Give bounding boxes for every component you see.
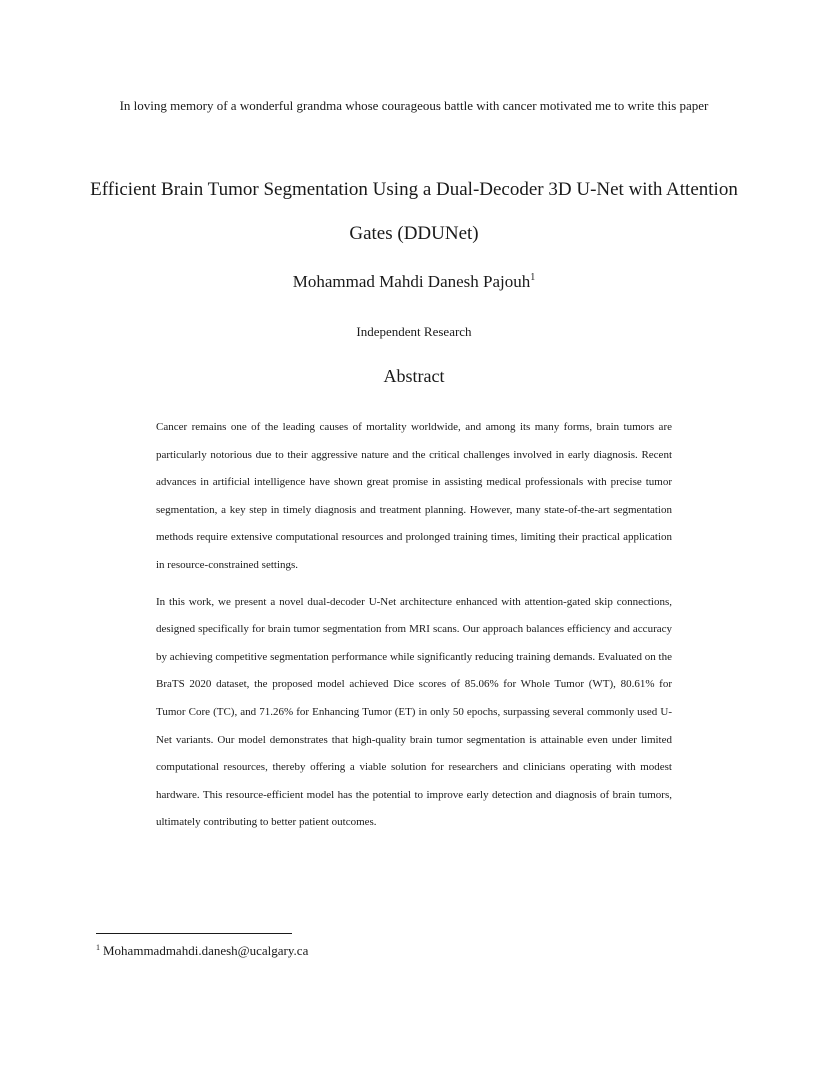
footnote-mark: 1: [96, 943, 100, 952]
footnote: [96, 943, 308, 959]
author-footnote-mark: 1: [530, 272, 536, 283]
footnote-rule: [96, 933, 292, 934]
abstract-heading: Abstract: [383, 366, 445, 386]
author-line: [0, 272, 828, 292]
abstract-paragraph: In this work, we present a novel dual-decoder U-Net architecture enhanced with attention-gated skip connections, designed specifically for brain tumor segmentation from MRI scans. Our approach balances efficiency and accuracy by achieving competitive segmentation performance while significantly reducing training demands. Evaluated on the BraTS 2020 dataset, the proposed model achieved Dice scores of 85.06% for Whole Tumor (WT), 80.61% for Tumor Core (TC), and 71.26% for Enhancing Tumor (ET) in only 50 epochs, surpassing several commonly used U-Net variants. Our model demonstrates that high-quality brain tumor segmentation is attainable even under limited computational resources, thereby offering a viable solution for researchers and clinicians operating with modest hardware. This resource-efficient model has the potential to improve early detection and diagnosis of brain tumors, ultimately contributing to better patient outcomes.: [156, 595, 672, 829]
affiliation: Independent Research: [356, 324, 472, 339]
abstract-paragraph: Cancer remains one of the leading causes of mortality worldwide, and among its many forms, brain tumors are particularly notorious due to their aggressive nature and the critical challenges involved in early diagnosis. Recent advances in artificial intelligence have shown great promise in assisting medical professionals with precise tumor segmentation, a key step in timely diagnosis and treatment planning. However, many state-of-the-art segmentation methods require extensive computational resources and prolonged training times, limiting their practical application in resource-constrained settings.: [156, 421, 672, 571]
dedication: In loving memory of a wonderful grandma whose courageous battle with cancer motivated me to write this paper: [119, 98, 709, 113]
paper-title: Efficient Brain Tumor Segmentation Using a Dual-Decoder 3D U-Net with Attention Gates (DDUNet): [90, 179, 738, 244]
abstract-body: [156, 414, 672, 846]
footnote-email: Mohammadmahdi.danesh@ucalgary.ca: [103, 943, 309, 958]
author-name: Mohammad Mahdi Danesh Pajouh: [292, 272, 531, 291]
